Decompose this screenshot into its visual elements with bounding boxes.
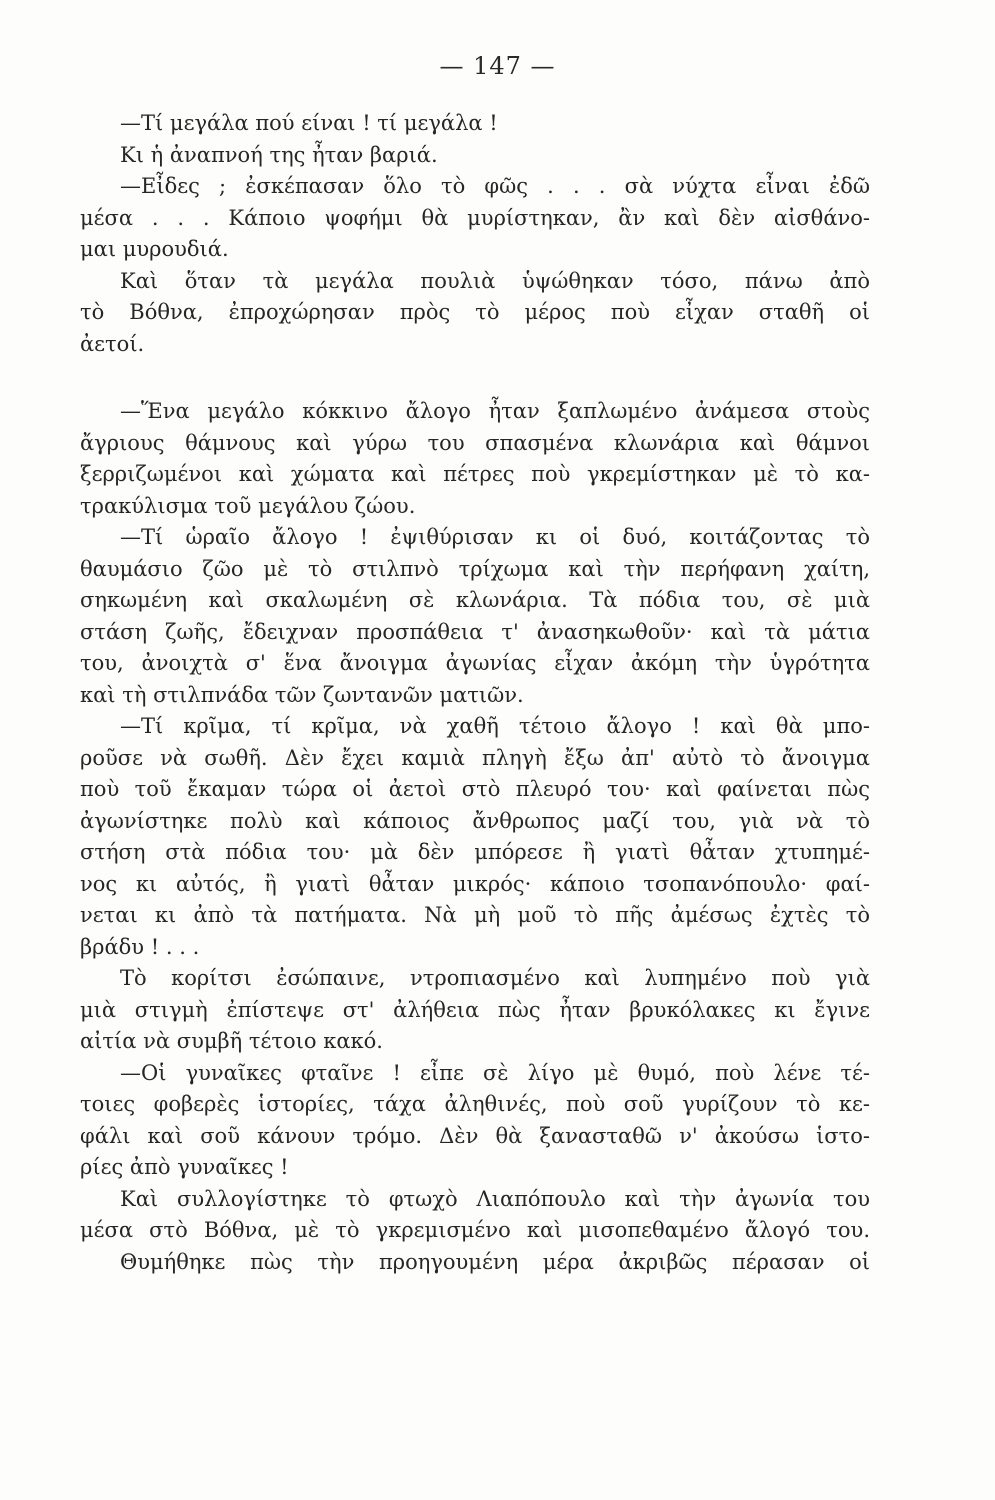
text-line: μέσα . . . Κάποιο ψοφήμι θὰ μυρίστηκαν, ἂν καὶ δὲν αἰσθάνο- xyxy=(80,205,870,230)
text-line: Καὶ ὅταν τὰ μεγάλα πουλιὰ ὑψώθηκαν τόσο, πάνω ἀπὸ xyxy=(120,268,870,293)
text-line: βράδυ ! . . . xyxy=(80,934,200,959)
text-line: —Τί μεγάλα πού είναι ! τί μεγάλα ! xyxy=(120,111,498,135)
text-line: —Οἱ γυναῖκες φταῖνε ! εἶπε σὲ λίγο μὲ θυμό, ποὺ λένε τέ- xyxy=(120,1060,870,1085)
text-line: αἰτία νὰ συμβῆ τέτοιο κακό. xyxy=(80,1029,383,1053)
text-line: ροῦσε νὰ σωθῆ. Δὲν ἔχει καμιὰ πληγὴ ἔξω ἀπ' αὐτὸ τὸ ἄνοιγμα xyxy=(80,745,870,770)
text-line: Θυμήθηκε πὼς τὴν προηγουμένη μέρα ἀκριβῶς πέρασαν οἱ xyxy=(120,1249,870,1274)
text-line: τὸ Βόθνα, ἐπροχώρησαν πρὸς τὸ μέρος ποὺ εἶχαν σταθῆ οἱ xyxy=(80,300,870,324)
text-line: —Τί ὡραῖο ἄλογο ! ἐψιθύρισαν κι οἱ δυό, κοιτάζοντας τὸ xyxy=(120,525,870,549)
text-line: Τὸ κορίτσι ἐσώπαινε, ντροπιασμένο καὶ λυπημένο ποὺ γιὰ xyxy=(120,966,870,990)
text-line: ἀγωνίστηκε πολὺ καὶ κάποιος ἄνθρωπος μαζί του, γιὰ νὰ τὸ xyxy=(80,808,870,833)
text-line: φάλι καὶ σοῦ κάνουν τρόμο. Δὲν θὰ ξανασταθῶ ν' ἀκούσω ἱστο- xyxy=(80,1123,870,1148)
paragraph-gap xyxy=(80,360,870,396)
text-line: ξερριζωμένοι καὶ χώματα καὶ πέτρες ποὺ γκρεμίστηκαν μὲ τὸ κα- xyxy=(80,462,870,486)
text-line: μέσα στὸ Βόθνα, μὲ τὸ γκρεμισμένο καὶ μισοπεθαμένο ἄλογό του. xyxy=(80,1218,870,1242)
text-line: μιὰ στιγμὴ ἐπίστεψε στ' ἀλήθεια πὼς ἦταν βρυκόλακες κι ἔγινε xyxy=(80,997,870,1022)
text-line: του, ἀνοιχτὰ σ' ἕνα ἄνοιγμα ἀγωνίας εἶχαν ἀκόμη τὴν ὑγρότητα xyxy=(80,651,870,675)
text-line: νος κι αὐτός, ἢ γιατὶ θἆταν μικρός· κάποιο τσοπανόπουλο· φαί- xyxy=(80,871,870,896)
text-line: —Τί κρῖμα, τί κρῖμα, νὰ χαθῆ τέτοιο ἄλογο ! καὶ θὰ μπο- xyxy=(120,714,870,738)
text-line: στήση στὰ πόδια του· μὰ δὲν μπόρεσε ἢ γιατὶ θἆταν χτυπημέ- xyxy=(80,840,870,864)
text-line: σηκωμένη καὶ σκαλωμένη σὲ κλωνάρια. Τὰ πόδια του, σὲ μιὰ xyxy=(80,588,870,612)
text-line: τρακύλισμα τοῦ μεγάλου ζώου. xyxy=(80,493,416,518)
text-line: Καὶ συλλογίστηκε τὸ φτωχὸ Λιαπόπουλο καὶ τὴν ἀγωνία του xyxy=(120,1186,870,1211)
text-line: ποὺ τοῦ ἔκαμαν τώρα οἱ ἀετοὶ στὸ πλευρό του· καὶ φαίνεται πὼς xyxy=(80,777,870,801)
text-line: καὶ τὴ στιλπνάδα τῶν ζωντανῶν ματιῶν. xyxy=(80,682,524,707)
text-line: τοιες φοβερὲς ἱστορίες, τάχα ἀληθινές, ποὺ σοῦ γυρίζουν τὸ κε- xyxy=(80,1092,870,1116)
page-number: — 147 — xyxy=(439,52,556,80)
text-line: —Εἶδες ; ἐσκέπασαν ὅλο τὸ φῶς . . . σὰ νύχτα εἶναι ἐδῶ xyxy=(120,174,870,198)
text-line: Κι ἡ ἀναπνοή της ἦταν βαριά. xyxy=(120,142,438,167)
text-line: θαυμάσιο ζῶο μὲ τὸ στιλπνὸ τρίχωμα καὶ τὴν περήφανη χαίτη, xyxy=(80,556,870,581)
text-line: νεται κι ἀπὸ τὰ πατήματα. Νὰ μὴ μοῦ τὸ πῆς ἀμέσως ἐχτὲς τὸ xyxy=(80,903,870,927)
text-line: —Ἕνα μεγάλο κόκκινο ἄλογο ἦταν ξαπλωμένο ἀνάμεσα στοὺς xyxy=(120,399,870,423)
text-line: ἀετοί. xyxy=(80,331,145,356)
text-line: στάση ζωῆς, ἔδειχναν προσπάθεια τ' ἀνασηκωθοῦν· καὶ τὰ μάτια xyxy=(80,619,870,644)
text-line: μαι μυρουδιά. xyxy=(80,237,229,261)
text-line: ρίες ἀπὸ γυναῖκες ! xyxy=(80,1155,289,1179)
page-body-text xyxy=(80,108,870,1278)
text-line: ἄγριους θάμνους καὶ γύρω του σπασμένα κλωνάρια καὶ θάμνοι xyxy=(80,430,870,455)
